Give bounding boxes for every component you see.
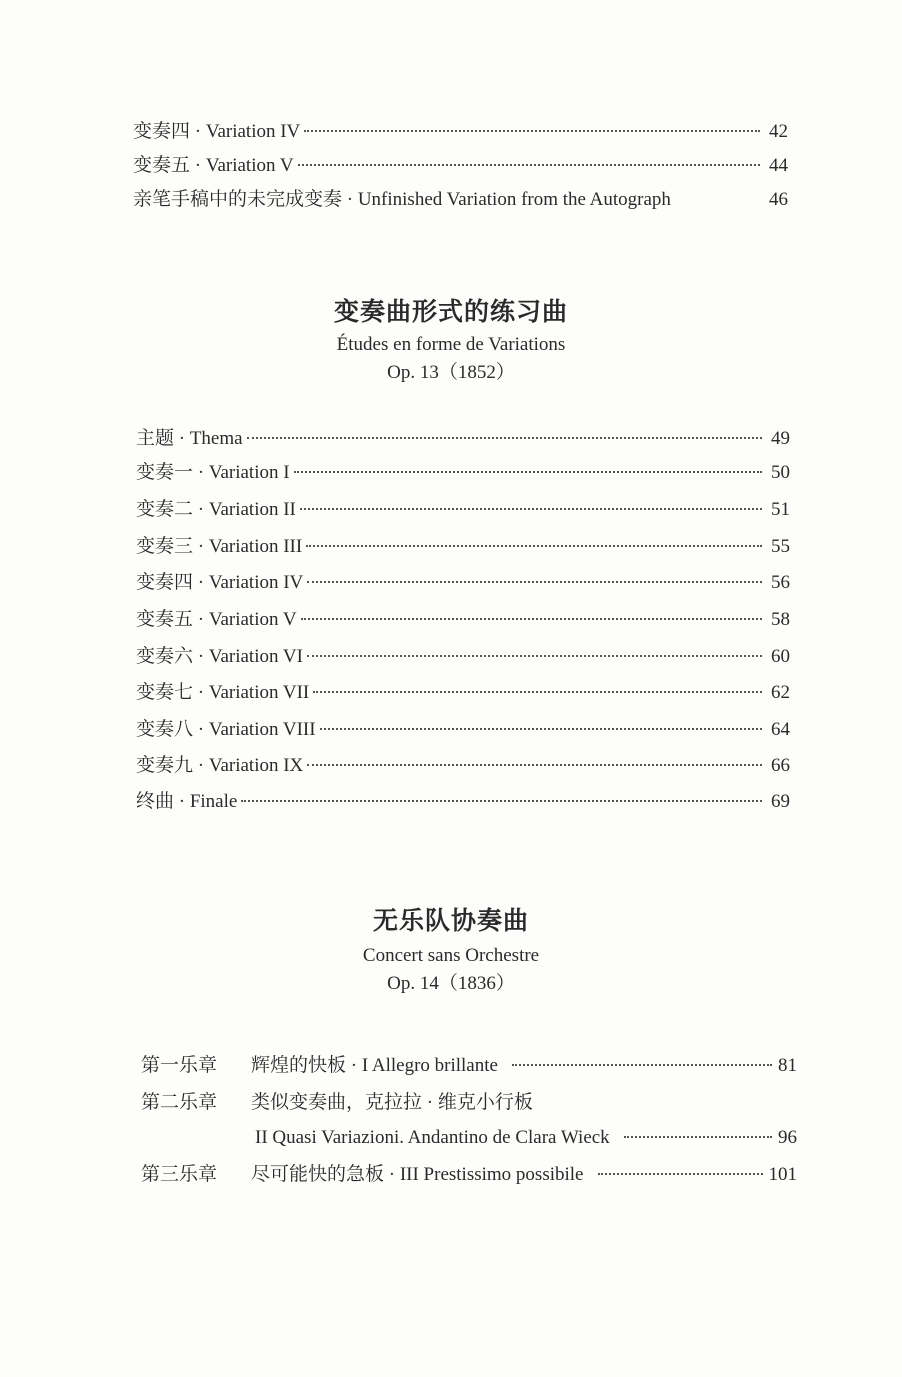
section-subtitle: Études en forme de Variations — [336, 334, 566, 355]
toc-entry[interactable] — [136, 535, 790, 559]
entry-label: 变奏七 · Variation VII — [136, 682, 310, 703]
toc-entry[interactable] — [136, 681, 790, 705]
section-opus: Op. 13（1852） — [387, 362, 515, 383]
dot-leader — [294, 471, 762, 473]
dot-leader — [320, 728, 762, 730]
toc-entry[interactable] — [136, 608, 790, 632]
entry-label: 变奏九 · Variation IX — [136, 755, 304, 776]
entry-page: 56 — [771, 572, 790, 593]
entry-label: 变奏八 · Variation VIII — [136, 719, 316, 740]
dot-leader — [624, 1136, 772, 1138]
toc-entry[interactable] — [133, 120, 788, 144]
section-title: 无乐队协奏曲 — [372, 908, 529, 935]
entry-label: 变奏四 · Variation IV — [136, 572, 304, 593]
toc-entry[interactable] — [136, 461, 790, 485]
movement-label: 类似变奏曲，克拉拉 · 维克小行板 — [251, 1092, 533, 1113]
entry-label: 变奏五 · Variation V — [136, 609, 297, 630]
dot-leader — [301, 618, 762, 620]
movement-page: 101 — [768, 1164, 797, 1185]
section-heading-concert — [0, 907, 902, 997]
dot-leader — [307, 581, 762, 583]
entry-page: 49 — [771, 428, 790, 449]
dot-leader — [512, 1064, 772, 1066]
section-title: 变奏曲形式的练习曲 — [333, 299, 568, 326]
toc-entry[interactable] — [133, 188, 788, 212]
section-subtitle: Concert sans Orchestre — [362, 945, 540, 966]
toc-entry[interactable] — [136, 498, 790, 522]
dot-leader — [300, 508, 762, 510]
movement-entry[interactable] — [141, 1054, 797, 1078]
entry-page: 69 — [771, 791, 790, 812]
toc-entry[interactable] — [136, 427, 790, 451]
entry-page: 44 — [769, 155, 788, 176]
dot-leader — [241, 800, 762, 802]
movement-number: 第三乐章 — [141, 1164, 218, 1185]
entry-page: 58 — [771, 609, 790, 630]
entry-page: 46 — [769, 189, 788, 210]
dot-leader — [598, 1173, 763, 1175]
movement-page: 81 — [778, 1055, 797, 1076]
entry-label: 变奏六 · Variation VI — [136, 646, 303, 667]
movement-subtitle: II Quasi Variazioni. Andantino de Clara Wieck — [255, 1127, 610, 1148]
movement-entry[interactable] — [141, 1163, 797, 1187]
toc-entry[interactable] — [133, 154, 788, 178]
section-heading-etudes — [0, 298, 902, 386]
entry-label: 变奏五 · Variation V — [133, 155, 294, 176]
dot-leader — [247, 437, 762, 439]
entry-label: 主题 · Thema — [136, 428, 243, 449]
entry-page: 60 — [771, 646, 790, 667]
toc-entry[interactable] — [136, 571, 790, 595]
toc-entry[interactable] — [136, 790, 790, 814]
dot-leader — [307, 655, 762, 657]
entry-page: 51 — [771, 499, 790, 520]
movement-number: 第一乐章 — [141, 1055, 218, 1076]
dot-leader — [313, 691, 762, 693]
movement-number: 第二乐章 — [141, 1092, 218, 1113]
movement-label: 辉煌的快板 · I Allegro brillante — [251, 1055, 498, 1076]
movement-subtitle-line[interactable] — [255, 1126, 797, 1150]
toc-entry[interactable] — [136, 645, 790, 669]
toc-entry[interactable] — [136, 754, 790, 778]
entry-label: 亲笔手稿中的未完成变奏 · Unfinished Variation from the Autograph — [133, 189, 671, 210]
entry-page: 64 — [771, 719, 790, 740]
entry-label: 变奏二 · Variation II — [136, 499, 296, 520]
entry-page: 55 — [771, 536, 790, 557]
dot-leader — [306, 545, 762, 547]
entry-label: 变奏一 · Variation I — [136, 462, 290, 483]
entry-page: 50 — [771, 462, 790, 483]
entry-page: 62 — [771, 682, 790, 703]
entry-page: 42 — [769, 121, 788, 142]
dot-leader — [304, 130, 760, 132]
entry-page: 66 — [771, 755, 790, 776]
movement-entry[interactable] — [141, 1091, 797, 1115]
section-opus: Op. 14（1836） — [387, 973, 515, 994]
movement-label: 尽可能快的急板 · III Prestissimo possibile — [251, 1164, 584, 1185]
dot-leader — [298, 164, 760, 166]
toc-entry[interactable] — [136, 718, 790, 742]
entry-label: 变奏四 · Variation IV — [133, 121, 301, 142]
movement-page: 96 — [778, 1127, 797, 1148]
dot-leader — [307, 764, 762, 766]
entry-label: 终曲 · Finale — [136, 791, 238, 812]
entry-label: 变奏三 · Variation III — [136, 536, 303, 557]
